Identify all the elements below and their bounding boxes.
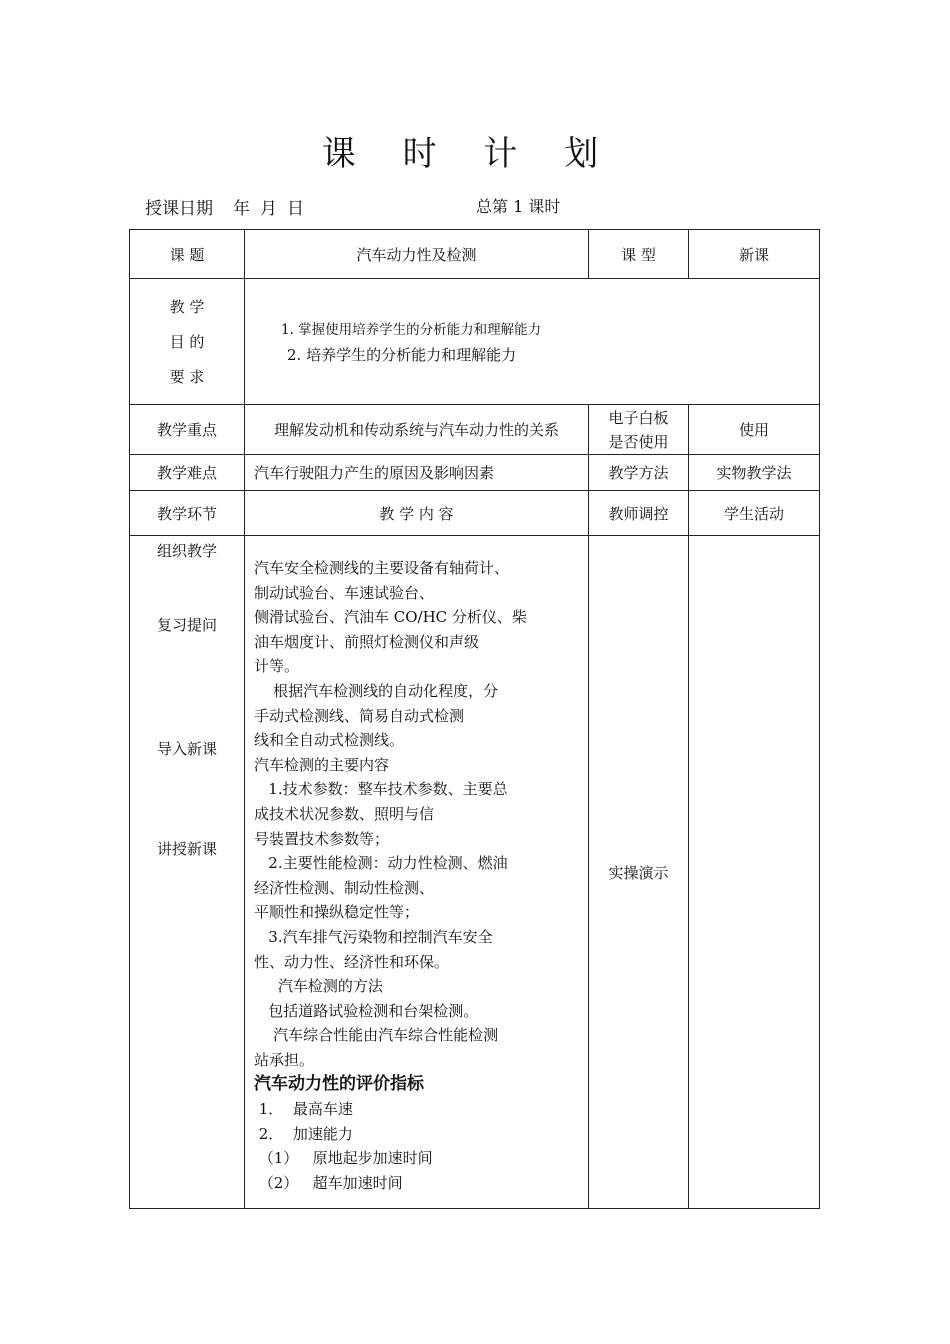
content-line: 2.主要性能检测：动力性检测、燃油 bbox=[254, 854, 508, 873]
method-value: 实物教学法 bbox=[689, 455, 820, 491]
content-line: 计等。 bbox=[254, 657, 300, 676]
content-line: 1． 最高车速 bbox=[254, 1100, 353, 1119]
type-label: 课 型 bbox=[589, 230, 689, 279]
table-row-difficulty bbox=[130, 455, 820, 491]
date-label: 授课日期 bbox=[145, 199, 213, 219]
goals-label-line: 要 求 bbox=[169, 368, 205, 386]
student-value bbox=[689, 536, 820, 1209]
whiteboard-label-line: 是否使用 bbox=[608, 432, 669, 451]
goals-label bbox=[130, 279, 245, 405]
table-row-goals bbox=[130, 279, 820, 405]
date-year: 年 bbox=[233, 199, 250, 219]
lesson-plan-table bbox=[129, 229, 820, 1209]
difficulty-value: 汽车行驶阻力产生的原因及影响因素 bbox=[245, 455, 589, 491]
content-line: 侧滑试验台、汽油车 CO/HC 分析仪、柴 bbox=[254, 608, 527, 627]
stage-label: 教学环节 bbox=[130, 491, 245, 536]
date-day: 日 bbox=[287, 199, 304, 219]
content-line: 汽车综合性能由汽车综合性能检测 bbox=[254, 1026, 499, 1045]
topic-value: 汽车动力性及检测 bbox=[245, 230, 589, 279]
stage-sections bbox=[130, 536, 245, 1209]
content-line: 手动式检测线、简易自动式检测 bbox=[254, 706, 465, 725]
content-line: 3.汽车排气污染物和控制汽车安全 bbox=[254, 927, 493, 946]
table-row-key bbox=[130, 405, 820, 455]
difficulty-label: 教学难点 bbox=[130, 455, 245, 491]
whiteboard-label-line: 电子白板 bbox=[608, 408, 669, 427]
date-month: 月 bbox=[260, 199, 277, 219]
content-line: 油车烟度计、前照灯检测仪和声级 bbox=[254, 632, 480, 651]
content-line: 经济性检测、制动性检测、 bbox=[254, 878, 435, 897]
goal-item: 2. 培养学生的分析能力和理解能力 bbox=[287, 346, 517, 364]
whiteboard-label bbox=[589, 405, 689, 455]
section-introduce: 导入新课 bbox=[156, 740, 217, 758]
content-line: 汽车检测的方法 bbox=[254, 977, 383, 996]
content-line: 号装置技术参数等； bbox=[254, 829, 390, 848]
method-label: 教学方法 bbox=[589, 455, 689, 491]
goal-item: 1. 掌握使用培养学生的分析能力和理解能力 bbox=[281, 322, 542, 338]
content-line: 1.技术参数：整车技术参数、主要总 bbox=[254, 780, 508, 799]
type-value: 新课 bbox=[689, 230, 820, 279]
content-line: 线和全自动式检测线。 bbox=[254, 731, 405, 750]
key-value: 理解发动机和传动系统与汽车动力性的关系 bbox=[245, 405, 589, 455]
whiteboard-value: 使用 bbox=[689, 405, 820, 455]
goals-content bbox=[245, 279, 820, 405]
content-line: 2． 加速能力 bbox=[254, 1124, 353, 1143]
section-organize: 组织教学 bbox=[156, 542, 217, 560]
page-title: 课 时 计 划 bbox=[321, 134, 617, 174]
content-line: 性、动力性、经济性和环保。 bbox=[254, 952, 450, 971]
table-row-topic bbox=[130, 230, 820, 279]
table-row-header bbox=[130, 491, 820, 536]
topic-label: 课 题 bbox=[130, 230, 245, 279]
content-label: 教 学 内 容 bbox=[245, 491, 589, 536]
student-label: 学生活动 bbox=[689, 491, 820, 536]
lesson-content bbox=[245, 536, 589, 1209]
content-line: 汽车检测的主要内容 bbox=[254, 755, 390, 774]
section-review: 复习提问 bbox=[156, 616, 217, 634]
content-line: （2） 超车加速时间 bbox=[254, 1173, 403, 1192]
content-line: 平顺性和操纵稳定性等； bbox=[254, 903, 420, 922]
lesson-total: 总第 1 课时 bbox=[476, 197, 561, 216]
teacher-value: 实操演示 bbox=[589, 536, 689, 1209]
content-line: 包括道路试验检测和台架检测。 bbox=[254, 1001, 479, 1020]
table-row-content bbox=[130, 536, 820, 1209]
content-line: 站承担。 bbox=[254, 1050, 315, 1069]
goals-label-line: 目 的 bbox=[169, 333, 205, 351]
section-teach: 讲授新课 bbox=[156, 840, 217, 858]
content-line: （1） 原地起步加速时间 bbox=[254, 1149, 433, 1168]
goals-label-line: 教 学 bbox=[169, 298, 205, 316]
lesson-date bbox=[145, 194, 314, 219]
content-line: 制动试验台、车速试验台、 bbox=[254, 583, 435, 602]
key-label: 教学重点 bbox=[130, 405, 245, 455]
content-line: 根据汽车检测线的自动化程度，分 bbox=[254, 681, 499, 700]
content-line: 汽车安全检测线的主要设备有轴荷计、 bbox=[254, 559, 510, 577]
content-heading: 汽车动力性的评价指标 bbox=[254, 1074, 424, 1095]
content-line: 成技术状况参数、照明与信 bbox=[254, 804, 435, 823]
teacher-label: 教师调控 bbox=[589, 491, 689, 536]
